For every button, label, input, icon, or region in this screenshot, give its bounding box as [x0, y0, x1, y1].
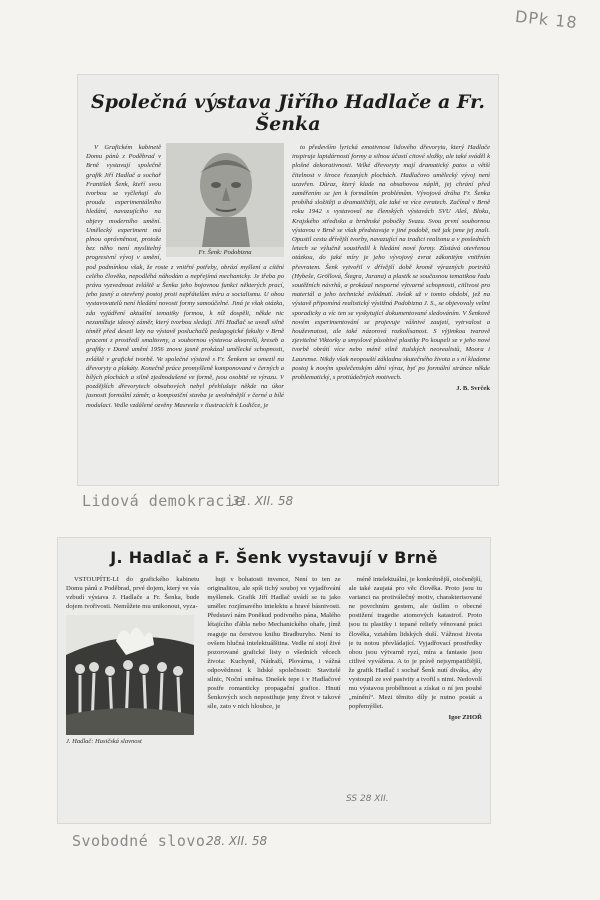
archive-handwritten-note: DPk 18	[514, 6, 579, 33]
article2-column-2	[207, 575, 340, 746]
article1-text-left: V Grafickém kabinetě Domu pánů z Poděbrad v Brně vystavují společně grafik Jiří Hadlač a sochař František Šenk, kteří svou tvorbou se vyčleňují do proudu experimentálního hledání, navazujícího na objevy moderního umění. Umělecký experiment má plnou oprávněnost, protože bez něho není myslitelný progresivní vývoj v umění, pod podmínkou však, že roste z vnitřní potřeby, obrází myšlení a cítění celého člověka, nepodléhá náhodám a nepřejímá mechanicky. Je třeba po právu vyzvednout zvláště u Šenka jeho bojovnou funkci některých prací, jeho jasný a otevřený postoj proti nepřátelům míru a socialismu. U obou vystavovatelů není hledání novosti formy samoúčelné. Jiná je však otázka, zda vyjádření aktuální tematiky formou, k níž dospěli, někde nic nezamlžuje ideový záměr, který tvorbou sledují. Jiří Hadlač se uvedl silně téměř před deseti lety na výstavě posluchačů pedagogické fakulty v Brně pracemi z prostředí smaltovny, a soubornou výstavou akvarelů, kreseb a grafiky v Domě umění 1956 znovu jasně prokázal umělecké schopnosti, zvláště v grafické tvorbě. Ve společné výstavě s Fr. Šenkem se omezil na dřevoryty a plakáty. Konečně práce promyšleně komponované v černých a bílých plochách a silně zjednodušené ve formě, jsou osobité ve výrazu. V pozdějších dřevorytech obsahových nebyl přehlušuje někde na úkor jasnosti formální záměr, a kompoziční stavba je uvolněnější v černé a bílé modulaci. Vedle vzdálené ozvěny Masreela v ilustracích k Lodičce, je	[86, 144, 284, 409]
article2-author: Igor ZHOŘ	[448, 714, 482, 722]
article1-photo	[166, 143, 284, 257]
article1-photo-caption: Fr. Šenk: Podobizna	[198, 249, 252, 256]
article1-columns	[86, 143, 490, 410]
article1-headline: Společná výstava Jiřího Hadlače a Fr. Šenka	[91, 91, 485, 135]
handwritten-date-2: 28. XII. 58	[206, 834, 268, 848]
article2-photo	[66, 615, 194, 735]
sculpture-portrait-image	[166, 143, 284, 247]
handwritten-pen-mark: SS 28 XII.	[346, 794, 389, 804]
article2-columns	[66, 575, 482, 746]
article2-text-3: méně intelektuální, je konkrétnější, otočenější, ale také zaujatá pro věc člověka. Proto jsou tu varianci na protiválečný motiv, charakterisované ne povrchním gestem, ale úsilím o obecné postižení tragedie atomových katastrof. Proto jsou tu plastiky i tepané reliefy věnované práci člověka, vztahům lidských duší. Vážnost života je tu notou převládající. Vyjadřovací prostředky obou jsou výtvarně ryzí, míra a fantasie jsou citlivé vyvážena. A to je právě nejsympatičtější, že grafik Hadlač i sochař Šenk nutí diváka, aby vystoupil ze své pasivity a tvořil s nimi. Nedovolí mu výstavou proběhnout a získat o ní jen pouhé „mínění“. Mezi těmito díly je nutno postát a popřemýšlet.	[348, 576, 482, 711]
woodcut-illustration-image	[66, 615, 194, 735]
article1-author: J. B. Svrček	[456, 385, 490, 393]
article2-column-3	[349, 575, 482, 746]
newspaper-clipping-1	[78, 75, 498, 485]
newspaper-clipping-2	[58, 538, 490, 823]
source-stamp-1: Lidová demokracie	[82, 492, 245, 510]
article2-column-1	[66, 575, 199, 746]
article1-text-right: to především lyrická emotivnost lidového dřevorytu, který Hadlače inspiruje lapidárností formy a silnou účastí citové složky, ale také sváděl k plošné dekorativnosti. Velké dřevoryty mají dramatický patos a větší čitelnost v široce řezaných plochách. Hadlačovo umělecký vývoj není uzavřen. Důraz, který klade na obsahovou náplň, jej chrání před zaměřením se jen k formálním problémům. Vývojová dráha Fr. Šenka probíhá složitěji a dramatičtěji, ale také ve více zvratech. Začínal v Brně roku 1942 s vystavoval na členských výstavách SVU Aleš, Bloku, Krajského střediska a brněnské pobočky Svazu. Svou první soubornou výstavou v Brně se však představuje v jiné podobě, než jak jsme jej znali. Opustil cestu dřívější tvorby, navazující na tradici realismu a v posledních letech se výlučně soustředil k hledání nové formy. Zůstává otevřenou otázkou, do jaké míry je jeho vývojový zvrat zákonitým vnitřním převratem. Šenk vytvořil v dřívější době kromě výrazných portrétů (Hybeše, Gröllová, Šiegra, Jurana) a plastik se současnou tematikou řadu soutěžních návrhů, a prokázal nesporné výtvarné schopnosti, citlivost pro materiál a jeho technické zvládnutí. Avšak už v tomto období, jež na výstavě připomíná realistický výstižná Podobizna J. S., se objevovaly velmi sporadicky a víc ten se vyskytující dokumentované sledováním. V Šenkově novém experimentování se projevuje vášnivé zaujetí, vytrvalost a houževnatost, ale také názorová rozkolísanost. S výjimkou tvarově zjevitelné Viktorky a smyslové působivé plastiky Po koupeli se v jeho nové tvorbě obrátí více nebo méně silně italských neorealistů, Moora i Laurense. Nikdy však neopouští základnu skutečného života a s ní klademe postoj k novým společenským dění výraz, byť po formální stránce někde problematický, s protiúdečných motivech.	[292, 144, 490, 382]
handwritten-date-1: 31. XII. 58	[232, 494, 294, 508]
article2-headline: J. Hadlač a F. Šenk vystavují v Brně	[110, 548, 438, 567]
source-stamp-2: Svobodné slovo	[72, 832, 206, 850]
article2-text-2: huji v bohatosti invence, Není to ten ze originalitou, ale spíš tichý souboj ve vyjadřování myšlenek. Grafik Jiří Hadlač uvádí se tu jako umělec rozjímavého intelektu a hravé básnivosti. Představí nám Poněkud podivného pána, Malého létajícího ďábla nebo Mechanického ohaře, jímž reaguje na čerstvou knihu Bradburyho. Není to ovšem hlučná intelektuálština. Vedle ní stojí živé pozorované grafické listy o všedních věcech života: Kuchyně, Nádraží, Plovárna, i vážná odpovědnost k lidské společnosti: Stavitelé silnic, Noční směna. Dnešek tepe i v Hadlačové postře romanticky propagační grafice. Hnutí Šenkových soch nepostihuje jeny život v takové síle, zato v nich hloubce, je	[207, 576, 341, 711]
article1-column-left	[86, 143, 284, 410]
article2-photo-caption: J. Hadlač: Hasičská slavnost	[66, 738, 142, 746]
article2-text-1: VSTOUPÍTE-LI do grafického kabinetu Domu pánů z Poděbrad, prvé dojem, který ve vás vzbudí výstava J. Hadlače a Fr. Šenka, bude dojem tvořivosti. Nemůžete mu unikonout, vyza-	[66, 576, 200, 611]
article1-column-right	[292, 143, 490, 410]
